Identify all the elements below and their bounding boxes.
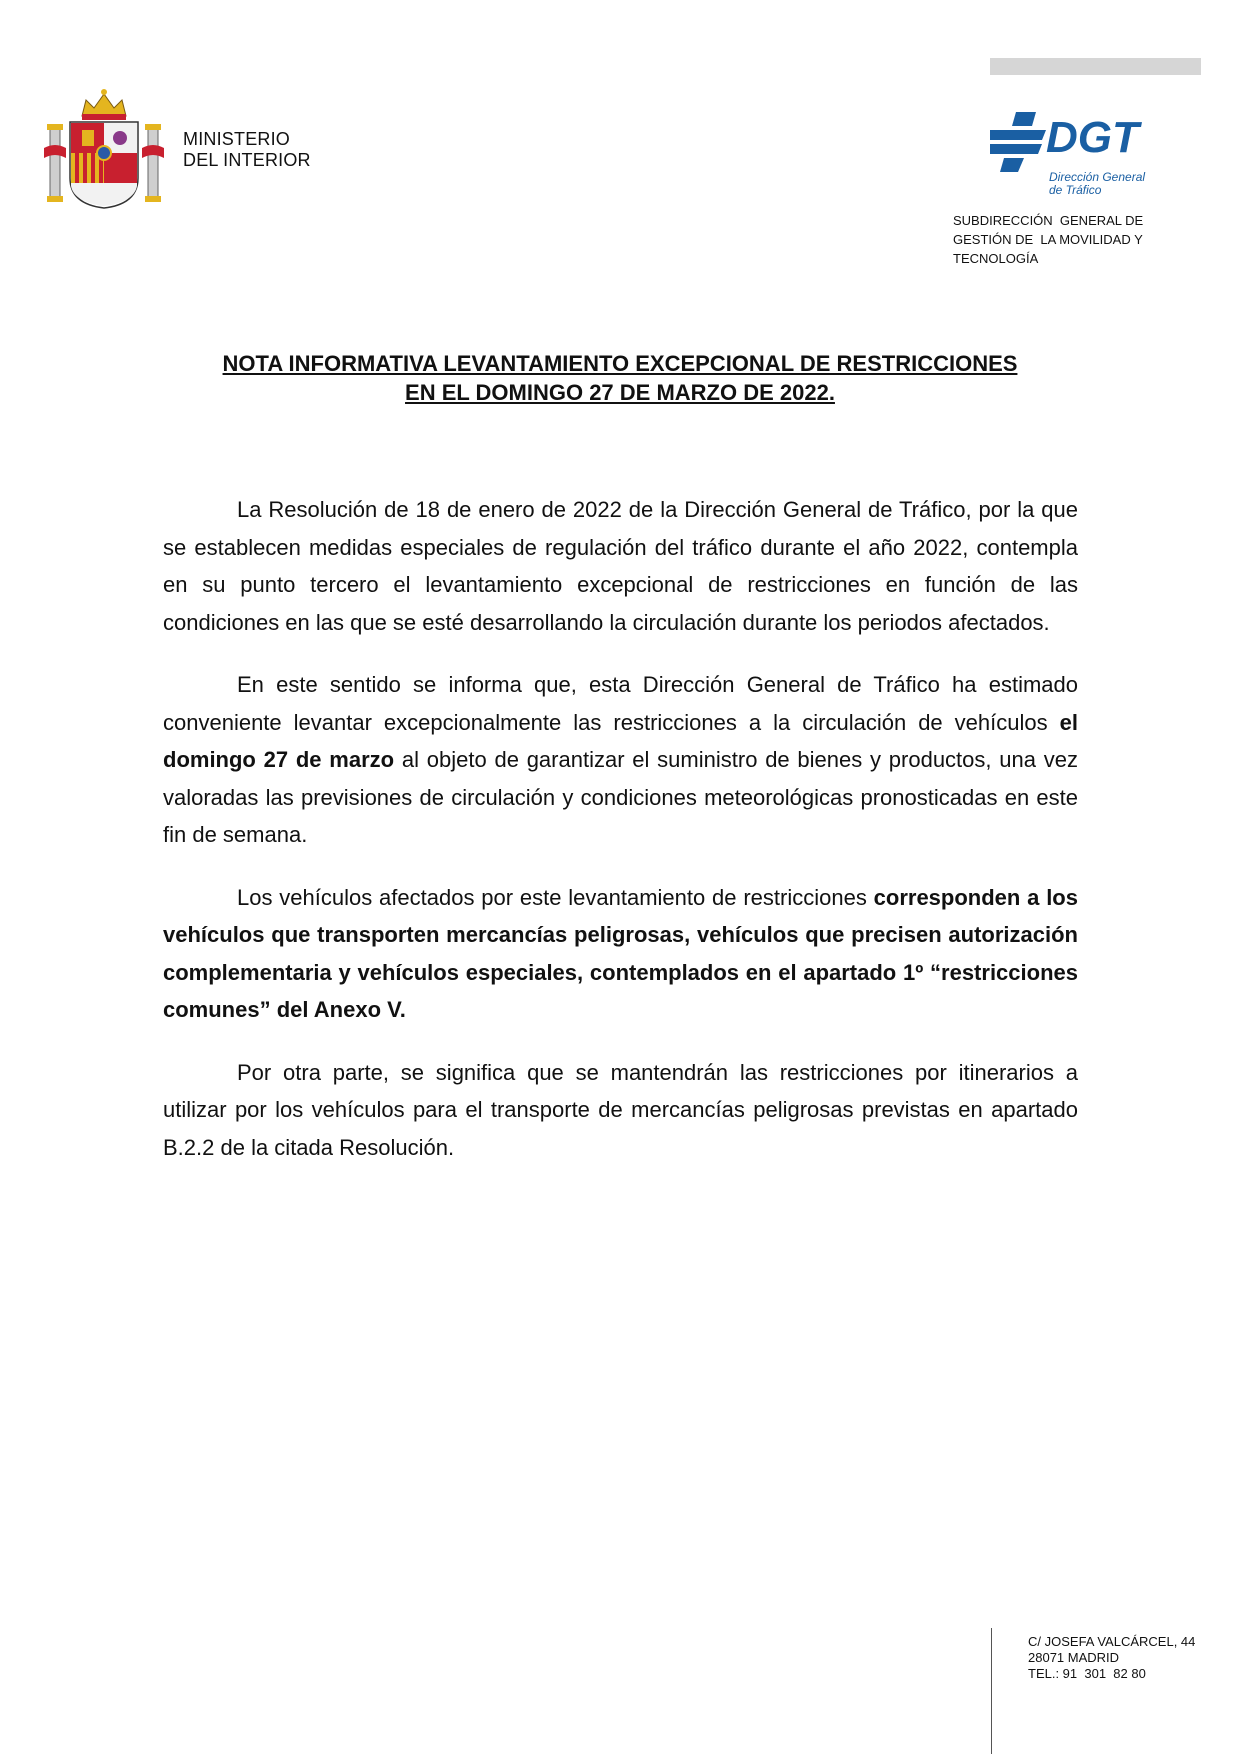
pillar-left-icon (44, 124, 66, 202)
paragraph-4: Por otra parte, se significa que se mantendrán las restricciones por itinerarios a utilizar por los vehículos para el transporte de mercancías peligrosas previstas en apartado B.2.2 de la citada Resolución. (163, 1059, 1078, 1160)
address-line2: 28071 MADRID (1028, 1650, 1120, 1665)
subdirection-line3: TECNOLOGÍA (953, 251, 1039, 266)
subdirection-name (953, 211, 1143, 268)
dgt-subtitle-line1: Dirección General (1049, 170, 1146, 184)
dgt-cross-icon (990, 112, 1046, 172)
dgt-subtitle-line2: de Tráfico (1049, 183, 1102, 197)
dgt-subtitle (1049, 171, 1145, 197)
subdirection-line1: SUBDIRECCIÓN GENERAL DE (953, 213, 1144, 228)
document-body (163, 491, 1078, 1191)
pillar-right-icon (142, 124, 164, 202)
document-title-line1: NOTA INFORMATIVA LEVANTAMIENTO EXCEPCIONAL DE RESTRICCIONES (222, 351, 1018, 376)
footer-divider (991, 1628, 992, 1754)
paragraph-2 (163, 666, 1078, 854)
address-line3: TEL.: 91 301 82 80 (1028, 1666, 1146, 1681)
document-title (160, 349, 1080, 407)
header-decorative-bar (990, 58, 1201, 75)
crown-icon (82, 89, 126, 120)
ministry-name-line1: MINISTERIO (183, 129, 291, 149)
ministry-name (183, 129, 311, 171)
paragraph-3-bold-text: corresponden a los vehículos que transporten mercancías peligrosas, vehículos que precisen autorización complementaria y vehículos especiales, contemplados en el apartado 1º “restricciones comunes” del Anexo V. (163, 884, 1078, 1022)
paragraph-3-text-a: Los vehículos afectados por este levantamiento de restricciones (237, 884, 874, 910)
paragraph-1: La Resolución de 18 de enero de 2022 de la Dirección General de Tráfico, por la que se establecen medidas especiales de regulación del tráfico durante el año 2022, contempla en su punto tercero el levantamiento excepcional de restricciones en función de las condiciones en las que se esté desarrollando la circulación durante los periodos afectados. (163, 497, 1078, 635)
paragraph-2-bold-date: el domingo 27 de marzo (163, 709, 1078, 772)
paragraph-2-text-a: En este sentido se informa que, esta Dirección General de Tráfico ha estimado conveniente levantar excepcionalmente las restricciones a la circulación de vehículos (163, 672, 1078, 735)
shield-icon (70, 122, 138, 208)
footer-address (1028, 1634, 1195, 1682)
subdirection-line2: GESTIÓN DE LA MOVILIDAD Y (953, 232, 1143, 247)
ministry-name-line2: DEL INTERIOR (183, 150, 311, 170)
document-title-line2: EN EL DOMINGO 27 DE MARZO DE 2022. (405, 380, 835, 405)
dgt-logo-text: DGT (1046, 113, 1139, 162)
coat-of-arms-logo (44, 86, 164, 212)
paragraph-2-text-b: al objeto de garantizar el suministro de bienes y productos, una vez valoradas las previsiones de circulación y condiciones meteorológicas pronosticadas en este fin de semana. (163, 747, 1078, 847)
address-line1: C/ JOSEFA VALCÁRCEL, 44 (1028, 1634, 1196, 1649)
paragraph-3 (163, 879, 1078, 1029)
